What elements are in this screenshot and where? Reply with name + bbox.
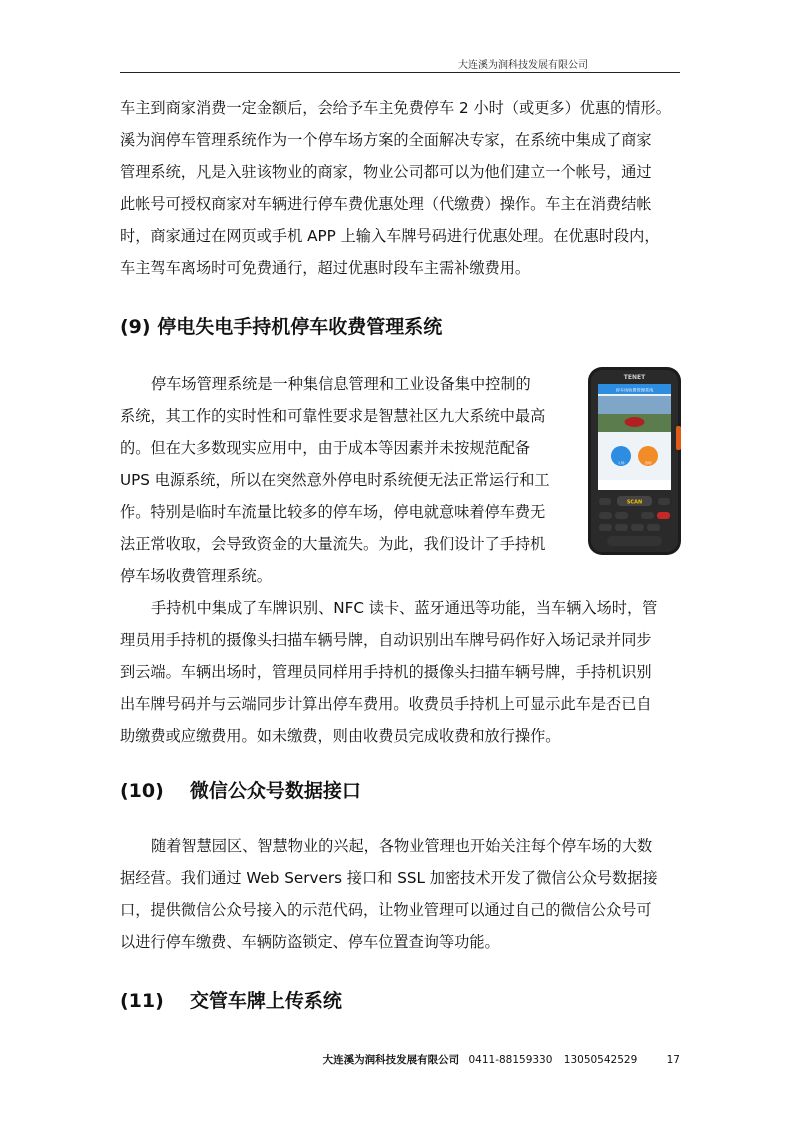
header-rule: [120, 72, 680, 73]
section-title: 微信公众号数据接口: [189, 780, 361, 802]
app-header-text: 停车场收费管理系统: [615, 387, 654, 393]
section-number: (11): [120, 990, 164, 1012]
handheld-device-image: [587, 366, 682, 556]
header-company: 大连溪为润科技发展有限公司: [458, 60, 588, 71]
section-11-heading: [120, 986, 342, 1013]
text-line: 系统，其工作的实时性和可靠性要求是智慧社区九大系统中最高: [120, 407, 546, 425]
section-9-paragraph-2: [120, 592, 682, 752]
text-line: 溪为润停车管理系统作为一个停车场方案的全面解决专家，在系统中集成了商家: [120, 131, 652, 149]
text-line: UPS 电源系统，所以在突然意外停电时系统便无法正常运行和工: [120, 471, 550, 489]
text-line: 此帐号可授权商家对车辆进行停车费优惠处理（代缴费）操作。车主在消费结帐: [120, 195, 652, 213]
footer-mobile: 13050542529: [563, 1054, 638, 1066]
text-line: 法正常收取，会导致资金的大量流失。为此，我们设计了手持机: [120, 535, 546, 553]
text-line: 助缴费或应缴费用。如未缴费，则由收费员完成收费和放行操作。: [120, 727, 561, 745]
text-line: 据经营。我们通过 Web Servers 接口和 SSL 加密技术开发了微信公众号数据接: [120, 869, 658, 887]
section-10-paragraph: [120, 830, 682, 958]
text-line: 随着智慧园区、智慧物业的兴起，各物业管理也开始关注每个停车场的大数: [151, 837, 653, 855]
intro-paragraph: [120, 92, 682, 284]
entry-button-label: 入场: [617, 461, 625, 465]
section-10-heading: [120, 776, 361, 803]
text-line: 以进行停车缴费、车辆防盗锁定、停车位置查询等功能。: [120, 933, 500, 951]
page-footer: [323, 1052, 680, 1067]
text-line: 手持机中集成了车牌识别、NFC 读卡、蓝牙通迅等功能，当车辆入场时，管: [151, 599, 658, 617]
footer-company: 大连溪为润科技发展有限公司: [322, 1054, 460, 1066]
text-line: 车主到商家消费一定金额后，会给予车主免费停车 2 小时（或更多）优惠的情形。: [120, 99, 671, 117]
section-number: (10): [120, 780, 164, 802]
text-line: 出车牌号码并与云端同步计算出停车费用。收费员手持机上可显示此车是否已自: [120, 695, 652, 713]
text-line: 的。但在大多数现实应用中，由于成本等因素并未按规范配备: [120, 439, 531, 457]
text-line: 作。特别是临时车流量比较多的停车场，停电就意味着停车费无: [120, 503, 546, 521]
page-number: 17: [666, 1054, 680, 1066]
text-line: 口，提供微信公众号接入的示范代码，让物业管理可以通过自己的微信公众号可: [120, 901, 652, 919]
text-line: 停车场收费管理系统。: [120, 567, 272, 585]
text-line: 理员用手持机的摄像头扫描车辆号牌，自动识别出车牌号码作好入场记录并同步: [120, 631, 652, 649]
scan-key-label: SCAN: [626, 499, 643, 506]
text-line: 管理系统，凡是入驻该物业的商家，物业公司都可以为他们建立一个帐号，通过: [120, 163, 652, 181]
car-icon: [625, 417, 645, 427]
section-9-heading: (9) 停电失电手持机停车收费管理系统: [120, 316, 443, 338]
text-line: 到云端。车辆出场时，管理员同样用手持机的摄像头扫描车辆号牌，手持机识别: [120, 663, 652, 681]
footer-phone: 0411-88159330: [468, 1054, 553, 1066]
section-title: 交管车牌上传系统: [189, 990, 342, 1012]
text-line: 时，商家通过在网页或手机 APP 上输入车牌号码进行优惠处理。在优惠时段内，: [120, 227, 660, 245]
section-9-paragraph-1: [120, 368, 570, 592]
device-brand: TENET: [623, 374, 646, 381]
exit-button-label: 出场: [644, 461, 652, 465]
text-line: 停车场管理系统是一种集信息管理和工业设备集中控制的: [151, 375, 531, 393]
text-line: 车主驾车离场时可免费通行，超过优惠时段车主需补缴费用。: [120, 259, 531, 277]
